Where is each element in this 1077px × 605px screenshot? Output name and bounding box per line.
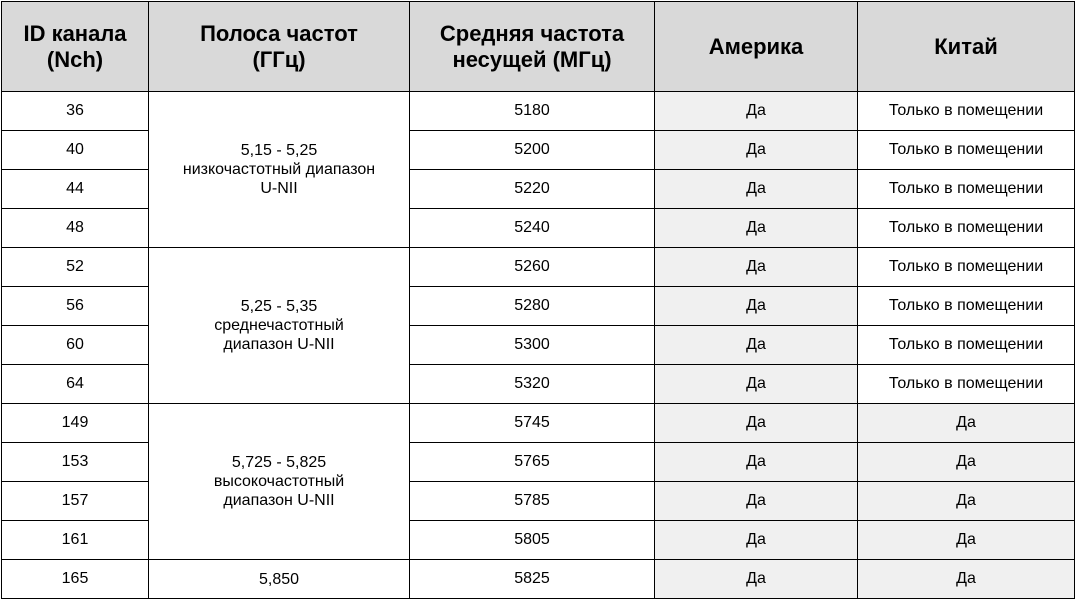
band-range: 5,725 - 5,825 <box>231 454 327 471</box>
cell-america: Да <box>655 326 858 365</box>
cell-freq: 5765 <box>410 443 655 482</box>
cell-freq: 5320 <box>410 365 655 404</box>
header-america: Америка <box>655 2 858 92</box>
cell-america: Да <box>655 443 858 482</box>
cell-america: Да <box>655 560 858 599</box>
channel-table <box>1 1 1075 599</box>
cell-america: Да <box>655 92 858 131</box>
cell-freq: 5825 <box>410 560 655 599</box>
cell-freq: 5260 <box>410 248 655 287</box>
cell-band-high <box>149 404 410 560</box>
cell-china: Только в помещении <box>858 365 1075 404</box>
band-name: низкочастотный диапазон U-NII <box>182 161 376 197</box>
cell-china: Да <box>858 482 1075 521</box>
cell-freq: 5805 <box>410 521 655 560</box>
cell-freq: 5280 <box>410 287 655 326</box>
band-range: 5,15 - 5,25 <box>240 142 318 159</box>
table-row <box>2 404 1075 443</box>
cell-america: Да <box>655 131 858 170</box>
cell-china: Да <box>858 521 1075 560</box>
band-name: высокочастотный диапазон U-NII <box>213 473 345 509</box>
cell-channel: 165 <box>2 560 149 599</box>
cell-channel: 161 <box>2 521 149 560</box>
cell-channel: 149 <box>2 404 149 443</box>
band-range: 5,25 - 5,35 <box>240 298 318 315</box>
cell-china: Только в помещении <box>858 248 1075 287</box>
cell-china: Да <box>858 404 1075 443</box>
cell-channel: 52 <box>2 248 149 287</box>
band-range: 5,850 <box>258 570 300 588</box>
cell-america: Да <box>655 170 858 209</box>
cell-freq: 5180 <box>410 92 655 131</box>
header-band: Полоса частот (ГГц) <box>149 2 410 92</box>
cell-channel: 153 <box>2 443 149 482</box>
cell-freq: 5240 <box>410 209 655 248</box>
cell-channel: 40 <box>2 131 149 170</box>
cell-freq: 5785 <box>410 482 655 521</box>
cell-channel: 36 <box>2 92 149 131</box>
cell-freq: 5220 <box>410 170 655 209</box>
cell-freq: 5300 <box>410 326 655 365</box>
cell-channel: 64 <box>2 365 149 404</box>
cell-channel: 44 <box>2 170 149 209</box>
cell-freq: 5745 <box>410 404 655 443</box>
cell-china: Да <box>858 560 1075 599</box>
cell-china: Только в помещении <box>858 209 1075 248</box>
cell-band-mid <box>149 248 410 404</box>
cell-america: Да <box>655 365 858 404</box>
cell-china: Да <box>858 443 1075 482</box>
cell-band-single <box>149 560 410 599</box>
cell-band-low <box>149 92 410 248</box>
cell-china: Только в помещении <box>858 326 1075 365</box>
cell-america: Да <box>655 404 858 443</box>
cell-america: Да <box>655 209 858 248</box>
cell-china: Только в помещении <box>858 170 1075 209</box>
cell-channel: 60 <box>2 326 149 365</box>
cell-channel: 157 <box>2 482 149 521</box>
cell-america: Да <box>655 248 858 287</box>
cell-channel: 56 <box>2 287 149 326</box>
table-row <box>2 248 1075 287</box>
header-china: Китай <box>858 2 1075 92</box>
header-channel-id: ID канала (Nch) <box>2 2 149 92</box>
cell-america: Да <box>655 287 858 326</box>
cell-china: Только в помещении <box>858 92 1075 131</box>
cell-china: Только в помещении <box>858 287 1075 326</box>
channel-table-container <box>1 1 1075 599</box>
table-row <box>2 560 1075 599</box>
cell-america: Да <box>655 482 858 521</box>
cell-channel: 48 <box>2 209 149 248</box>
table-header-row <box>2 2 1075 92</box>
cell-america: Да <box>655 521 858 560</box>
band-name: среднечастотный диапазон U-NII <box>214 317 344 353</box>
header-center-freq: Средняя частота несущей (МГц) <box>410 2 655 92</box>
cell-freq: 5200 <box>410 131 655 170</box>
cell-china: Только в помещении <box>858 131 1075 170</box>
table-row <box>2 92 1075 131</box>
